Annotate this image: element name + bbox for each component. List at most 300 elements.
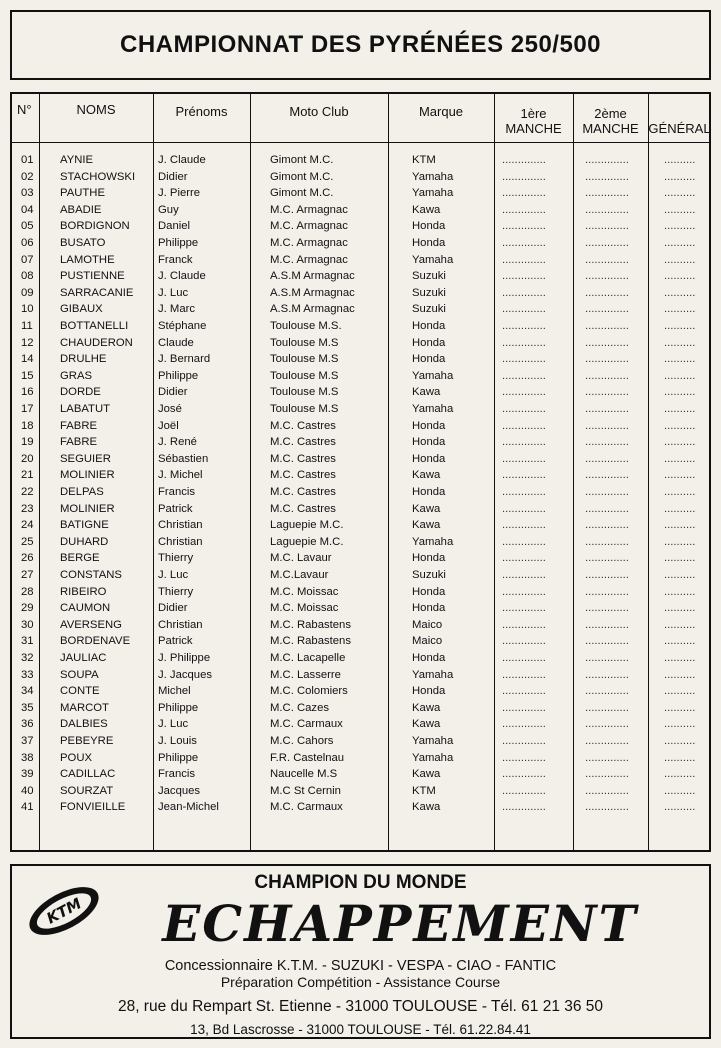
cell-prenom: J. Jacques: [158, 668, 213, 681]
table-row: [12, 534, 709, 551]
cell-manche2: ..............: [585, 602, 629, 615]
cell-manche1: ..............: [502, 286, 546, 299]
cell-nom: GRAS: [60, 369, 93, 382]
cell-num: 36: [21, 718, 34, 731]
cell-num: 11: [21, 320, 33, 332]
table-row: [12, 584, 709, 601]
cell-manche1: ..............: [502, 569, 546, 581]
cell-manche2: ..............: [585, 452, 629, 465]
cell-club: M.C. Armagnac: [270, 237, 348, 249]
cell-general: ..........: [664, 618, 696, 631]
cell-manche2: ..............: [585, 220, 629, 233]
cell-nom: CHAUDERON: [60, 336, 133, 349]
cell-manche1: ..............: [502, 270, 546, 283]
cell-num: 29: [21, 602, 34, 615]
header-marque: Marque: [418, 104, 464, 119]
cell-nom: LABATUT: [60, 403, 111, 415]
cell-num: 23: [21, 502, 34, 515]
cell-num: 09: [21, 286, 34, 299]
table-row: [12, 202, 709, 219]
cell-marque: Kawa: [412, 801, 441, 814]
table-row: [12, 301, 709, 318]
table-row: [12, 484, 709, 501]
cell-num: 06: [21, 237, 34, 249]
cell-club: F.R. Castelnau: [270, 751, 345, 764]
cell-manche1: ..............: [502, 718, 546, 731]
cell-nom: AYNIE: [60, 154, 94, 166]
cell-marque: Yamaha: [412, 253, 454, 266]
table-row: [12, 633, 709, 650]
cell-manche1: ..............: [502, 469, 546, 482]
cell-prenom: Philippe: [158, 701, 199, 714]
cell-marque: Yamaha: [412, 170, 454, 183]
page-title: CHAMPIONNAT DES PYRÉNÉES 250/500: [10, 10, 711, 80]
cell-manche2: ..............: [585, 303, 629, 316]
cell-general: ..........: [664, 270, 696, 283]
cell-num: 38: [21, 751, 34, 764]
advertisement: [10, 864, 711, 1039]
cell-prenom: J. Louis: [158, 735, 197, 747]
table-row: [12, 218, 709, 235]
cell-marque: Yamaha: [412, 535, 454, 548]
cell-nom: MOLINIER: [60, 469, 115, 482]
table-row: [12, 750, 709, 767]
cell-prenom: Franck: [158, 253, 193, 266]
table-row: [12, 384, 709, 401]
header-manche2-line1: 2ème: [594, 106, 627, 121]
cell-club: M.C. Castres: [270, 436, 336, 449]
cell-marque: Kawa: [412, 701, 441, 714]
header-manche2: [573, 94, 648, 142]
cell-manche1: ..............: [502, 154, 546, 166]
table-row: [12, 700, 709, 717]
cell-manche2: ..............: [585, 751, 629, 764]
table-row: [12, 169, 709, 186]
header-divider: [12, 142, 709, 143]
cell-manche2: ..............: [585, 801, 629, 814]
cell-manche2: ..............: [585, 652, 629, 664]
cell-manche1: ..............: [502, 486, 546, 498]
cell-prenom: J. Luc: [158, 286, 189, 299]
cell-general: ..........: [664, 386, 696, 399]
cell-general: ..........: [664, 784, 696, 797]
header-manche1-line1: 1ère: [520, 106, 547, 121]
table-row: [12, 567, 709, 584]
table-row: [12, 185, 709, 202]
cell-num: 39: [21, 768, 34, 781]
cell-club: M.C. Castres: [270, 469, 336, 482]
cell-manche1: ..............: [502, 668, 546, 681]
cell-club: Toulouse M.S: [270, 369, 339, 382]
table-row: [12, 617, 709, 634]
cell-manche2: ..............: [585, 569, 629, 581]
cell-nom: FABRE: [60, 419, 98, 432]
cell-general: ..........: [664, 768, 696, 781]
cell-prenom: Patrick: [158, 502, 193, 515]
cell-manche2: ..............: [585, 718, 629, 731]
table-row: [12, 501, 709, 518]
table-row: [12, 766, 709, 783]
cell-nom: SARRACANIE: [60, 286, 134, 299]
cell-club: M.C. Lasserre: [270, 668, 341, 681]
cell-prenom: José: [158, 403, 182, 415]
cell-num: 10: [21, 303, 34, 316]
cell-manche2: ..............: [585, 154, 629, 166]
cell-num: 41: [21, 801, 34, 814]
cell-num: 20: [21, 452, 34, 465]
cell-manche2: ..............: [585, 552, 629, 565]
cell-general: ..........: [664, 436, 696, 449]
cell-num: 26: [21, 552, 34, 565]
table-row: [12, 252, 709, 269]
cell-marque: Honda: [412, 652, 446, 664]
cell-club: M.C. Lavaur: [270, 552, 332, 565]
cell-prenom: Francis: [158, 768, 196, 781]
cell-club: M.C. Cahors: [270, 735, 334, 747]
cell-nom: BORDENAVE: [60, 635, 131, 648]
cell-prenom: J. Marc: [158, 303, 196, 316]
cell-general: ..........: [664, 286, 696, 299]
cell-marque: Honda: [412, 685, 446, 698]
table-row: [12, 550, 709, 567]
cell-club: M.C.Lavaur: [270, 569, 329, 581]
header-prenoms: Prénoms: [175, 104, 228, 119]
cell-marque: Kawa: [412, 203, 441, 216]
header-noms: NOMS: [76, 102, 116, 117]
cell-marque: Yamaha: [412, 403, 454, 415]
cell-general: ..........: [664, 336, 696, 349]
cell-manche1: ..............: [502, 170, 546, 183]
cell-marque: Honda: [412, 353, 446, 366]
ad-champion: CHAMPION DU MONDE: [254, 872, 467, 893]
table-row: [12, 268, 709, 285]
cell-nom: DELPAS: [60, 486, 104, 498]
cell-club: Toulouse M.S.: [270, 320, 342, 332]
cell-club: Gimont M.C.: [270, 154, 334, 166]
cell-marque: Honda: [412, 602, 446, 615]
cell-manche2: ..............: [585, 253, 629, 266]
cell-marque: Kawa: [412, 519, 441, 532]
cell-num: 15: [21, 369, 34, 382]
cell-club: A.S.M Armagnac: [270, 286, 355, 299]
cell-club: Toulouse M.S: [270, 386, 339, 399]
cell-manche1: ..............: [502, 403, 546, 415]
cell-num: 07: [21, 253, 34, 266]
cell-manche1: ..............: [502, 253, 546, 266]
cell-nom: BERGE: [60, 552, 100, 565]
cell-nom: BUSATO: [60, 237, 106, 249]
cell-prenom: Thierry: [158, 585, 194, 598]
cell-num: 33: [21, 668, 34, 681]
cell-num: 17: [21, 403, 34, 415]
ad-address-1: 28, rue du Rempart St. Etienne - 31000 TOULOUSE - Tél. 61 21 36 50: [117, 998, 604, 1015]
cell-general: ..........: [664, 535, 696, 548]
cell-manche1: ..............: [502, 386, 546, 399]
cell-manche1: ..............: [502, 452, 546, 465]
cell-nom: BATIGNE: [60, 519, 109, 532]
cell-manche2: ..............: [585, 768, 629, 781]
cell-marque: Yamaha: [412, 735, 454, 747]
cell-manche1: ..............: [502, 768, 546, 781]
cell-manche2: ..............: [585, 320, 629, 332]
table-row: [12, 683, 709, 700]
cell-manche1: ..............: [502, 652, 546, 664]
cell-manche1: ..............: [502, 618, 546, 631]
cell-nom: LAMOTHE: [60, 253, 115, 266]
cell-prenom: Christian: [158, 519, 203, 532]
cell-general: ..........: [664, 403, 696, 415]
cell-manche1: ..............: [502, 353, 546, 366]
cell-nom: STACHOWSKI: [60, 170, 136, 183]
cell-club: Gimont M.C.: [270, 187, 334, 200]
cell-marque: Honda: [412, 419, 446, 432]
cell-manche2: ..............: [585, 369, 629, 382]
cell-nom: ABADIE: [60, 203, 102, 216]
cell-nom: BORDIGNON: [60, 220, 130, 233]
cell-general: ..........: [664, 253, 696, 266]
cell-general: ..........: [664, 486, 696, 498]
cell-prenom: Christian: [158, 618, 203, 631]
cell-general: ..........: [664, 369, 696, 382]
cell-manche1: ..............: [502, 701, 546, 714]
cell-nom: CADILLAC: [60, 768, 116, 781]
cell-club: Laguepie M.C.: [270, 519, 344, 532]
cell-general: ..........: [664, 519, 696, 532]
cell-manche1: ..............: [502, 735, 546, 747]
cell-marque: Maico: [412, 635, 443, 648]
cell-prenom: Jean-Michel: [158, 801, 219, 814]
cell-prenom: J. Pierre: [158, 187, 201, 200]
cell-marque: Honda: [412, 585, 446, 598]
cell-club: Laguepie M.C.: [270, 535, 344, 548]
cell-manche1: ..............: [502, 436, 546, 449]
cell-manche2: ..............: [585, 585, 629, 598]
cell-general: ..........: [664, 569, 696, 581]
cell-general: ..........: [664, 303, 696, 316]
cell-club: M.C. Colomiers: [270, 685, 348, 698]
cell-nom: SEGUIER: [60, 452, 111, 465]
cell-marque: KTM: [412, 154, 436, 166]
ad-address-2: 13, Bd Lascrosse - 31000 TOULOUSE - Tél. 61.22.84.41: [190, 1022, 531, 1037]
cell-num: 27: [21, 569, 34, 581]
cell-manche2: ..............: [585, 635, 629, 648]
cell-nom: POUX: [60, 751, 93, 764]
cell-manche1: ..............: [502, 203, 546, 216]
cell-prenom: Didier: [158, 602, 188, 615]
cell-num: 40: [21, 784, 34, 797]
cell-club: M.C. Castres: [270, 452, 336, 465]
table-row: [12, 650, 709, 667]
ad-dealer-line: Concessionnaire K.T.M. - SUZUKI - VESPA - CIAO - FANTIC: [164, 958, 557, 974]
cell-num: 34: [21, 685, 34, 698]
cell-marque: KTM: [412, 784, 436, 797]
cell-nom: MARCOT: [60, 701, 109, 714]
cell-nom: RIBEIRO: [60, 585, 107, 598]
cell-marque: Yamaha: [412, 187, 454, 200]
cell-num: 30: [21, 618, 34, 631]
table-row: [12, 235, 709, 252]
cell-prenom: Philippe: [158, 369, 199, 382]
cell-num: 31: [21, 635, 34, 648]
cell-prenom: J. Luc: [158, 718, 189, 731]
cell-manche2: ..............: [585, 486, 629, 498]
cell-prenom: J. Philippe: [158, 652, 211, 664]
cell-prenom: Daniel: [158, 220, 191, 233]
cell-general: ..........: [664, 154, 696, 166]
cell-marque: Kawa: [412, 502, 441, 515]
cell-club: Toulouse M.S: [270, 353, 339, 366]
cell-general: ..........: [664, 735, 696, 747]
cell-manche2: ..............: [585, 436, 629, 449]
cell-prenom: Philippe: [158, 751, 199, 764]
cell-manche2: ..............: [585, 735, 629, 747]
cell-manche2: ..............: [585, 286, 629, 299]
cell-nom: PAUTHE: [60, 187, 105, 200]
table-row: [12, 418, 709, 435]
cell-manche2: ..............: [585, 618, 629, 631]
cell-prenom: Joël: [158, 419, 179, 432]
cell-general: ..........: [664, 585, 696, 598]
cell-manche2: ..............: [585, 685, 629, 698]
cell-num: 21: [21, 469, 34, 482]
table-row: [12, 733, 709, 750]
cell-num: 18: [21, 419, 34, 432]
cell-general: ..........: [664, 320, 696, 332]
cell-manche2: ..............: [585, 419, 629, 432]
cell-nom: CONSTANS: [60, 569, 122, 581]
cell-manche1: ..............: [502, 585, 546, 598]
cell-manche2: ..............: [585, 353, 629, 366]
header-moto-club: Moto Club: [289, 104, 349, 119]
cell-general: ..........: [664, 220, 696, 233]
cell-prenom: Patrick: [158, 635, 193, 648]
cell-manche1: ..............: [502, 519, 546, 532]
cell-num: 03: [21, 187, 34, 200]
cell-num: 16: [21, 386, 34, 399]
cell-general: ..........: [664, 469, 696, 482]
cell-general: ..........: [664, 353, 696, 366]
cell-manche1: ..............: [502, 552, 546, 565]
cell-nom: CONTE: [60, 685, 100, 698]
cell-marque: Suzuki: [412, 270, 446, 283]
cell-club: M.C. Carmaux: [270, 718, 343, 731]
cell-manche1: ..............: [502, 336, 546, 349]
cell-num: 25: [21, 535, 34, 548]
cell-prenom: Francis: [158, 486, 196, 498]
cell-marque: Honda: [412, 220, 446, 233]
table-row: [12, 783, 709, 800]
cell-general: ..........: [664, 203, 696, 216]
cell-prenom: Christian: [158, 535, 203, 548]
cell-marque: Yamaha: [412, 751, 454, 764]
cell-manche2: ..............: [585, 535, 629, 548]
cell-prenom: J. Claude: [158, 270, 206, 283]
table-row: [12, 351, 709, 368]
cell-manche1: ..............: [502, 237, 546, 249]
cell-manche1: ..............: [502, 801, 546, 814]
cell-general: ..........: [664, 685, 696, 698]
cell-manche2: ..............: [585, 784, 629, 797]
cell-marque: Kawa: [412, 718, 441, 731]
cell-prenom: J. Michel: [158, 469, 203, 482]
cell-manche2: ..............: [585, 386, 629, 399]
cell-general: ..........: [664, 718, 696, 731]
cell-general: ..........: [664, 187, 696, 200]
cell-marque: Honda: [412, 436, 446, 449]
cell-nom: PEBEYRE: [60, 735, 114, 747]
cell-manche2: ..............: [585, 469, 629, 482]
cell-club: M.C. Armagnac: [270, 220, 348, 233]
table-row: [12, 451, 709, 468]
cell-marque: Honda: [412, 452, 446, 465]
cell-general: ..........: [664, 668, 696, 681]
cell-manche2: ..............: [585, 502, 629, 515]
cell-marque: Yamaha: [412, 369, 454, 382]
cell-manche1: ..............: [502, 369, 546, 382]
table-row: [12, 368, 709, 385]
cell-general: ..........: [664, 602, 696, 615]
cell-marque: Suzuki: [412, 286, 446, 299]
cell-general: ..........: [664, 751, 696, 764]
table-row: [12, 401, 709, 418]
table-row: [12, 285, 709, 302]
cell-club: A.S.M Armagnac: [270, 270, 355, 283]
cell-manche1: ..............: [502, 419, 546, 432]
cell-club: Gimont M.C.: [270, 170, 334, 183]
cell-club: M.C. Moissac: [270, 585, 339, 598]
cell-marque: Kawa: [412, 386, 441, 399]
cell-manche1: ..............: [502, 502, 546, 515]
cell-num: 01: [21, 154, 34, 166]
cell-num: 32: [21, 652, 34, 664]
cell-marque: Honda: [412, 237, 446, 249]
cell-marque: Honda: [412, 552, 446, 565]
cell-general: ..........: [664, 502, 696, 515]
cell-nom: AVERSENG: [60, 618, 122, 631]
cell-club: M.C. Castres: [270, 502, 336, 515]
cell-general: ..........: [664, 237, 696, 249]
cell-club: M.C. Lacapelle: [270, 652, 346, 664]
cell-manche2: ..............: [585, 519, 629, 532]
cell-club: M.C. Castres: [270, 486, 336, 498]
cell-manche1: ..............: [502, 535, 546, 548]
cell-manche2: ..............: [585, 701, 629, 714]
cell-num: 04: [21, 203, 34, 216]
cell-club: M.C St Cernin: [270, 784, 341, 797]
cell-manche2: ..............: [585, 237, 629, 249]
results-table: [10, 92, 711, 852]
cell-manche2: ..............: [585, 336, 629, 349]
cell-nom: FABRE: [60, 436, 98, 449]
cell-nom: FONVIEILLE: [60, 801, 126, 814]
cell-marque: Honda: [412, 336, 446, 349]
cell-club: M.C. Castres: [270, 419, 336, 432]
cell-marque: Kawa: [412, 768, 441, 781]
header-general: GÉNÉRAL: [648, 120, 711, 136]
cell-general: ..........: [664, 419, 696, 432]
cell-num: 02: [21, 170, 34, 183]
cell-manche1: ..............: [502, 635, 546, 648]
cell-prenom: Jacques: [158, 784, 201, 797]
cell-general: ..........: [664, 701, 696, 714]
cell-club: Naucelle M.S: [270, 768, 338, 781]
cell-num: 28: [21, 585, 34, 598]
cell-general: ..........: [664, 552, 696, 565]
cell-num: 37: [21, 735, 34, 747]
cell-general: ..........: [664, 170, 696, 183]
header-manche1-line2: MANCHE: [505, 121, 562, 136]
cell-marque: Honda: [412, 486, 446, 498]
